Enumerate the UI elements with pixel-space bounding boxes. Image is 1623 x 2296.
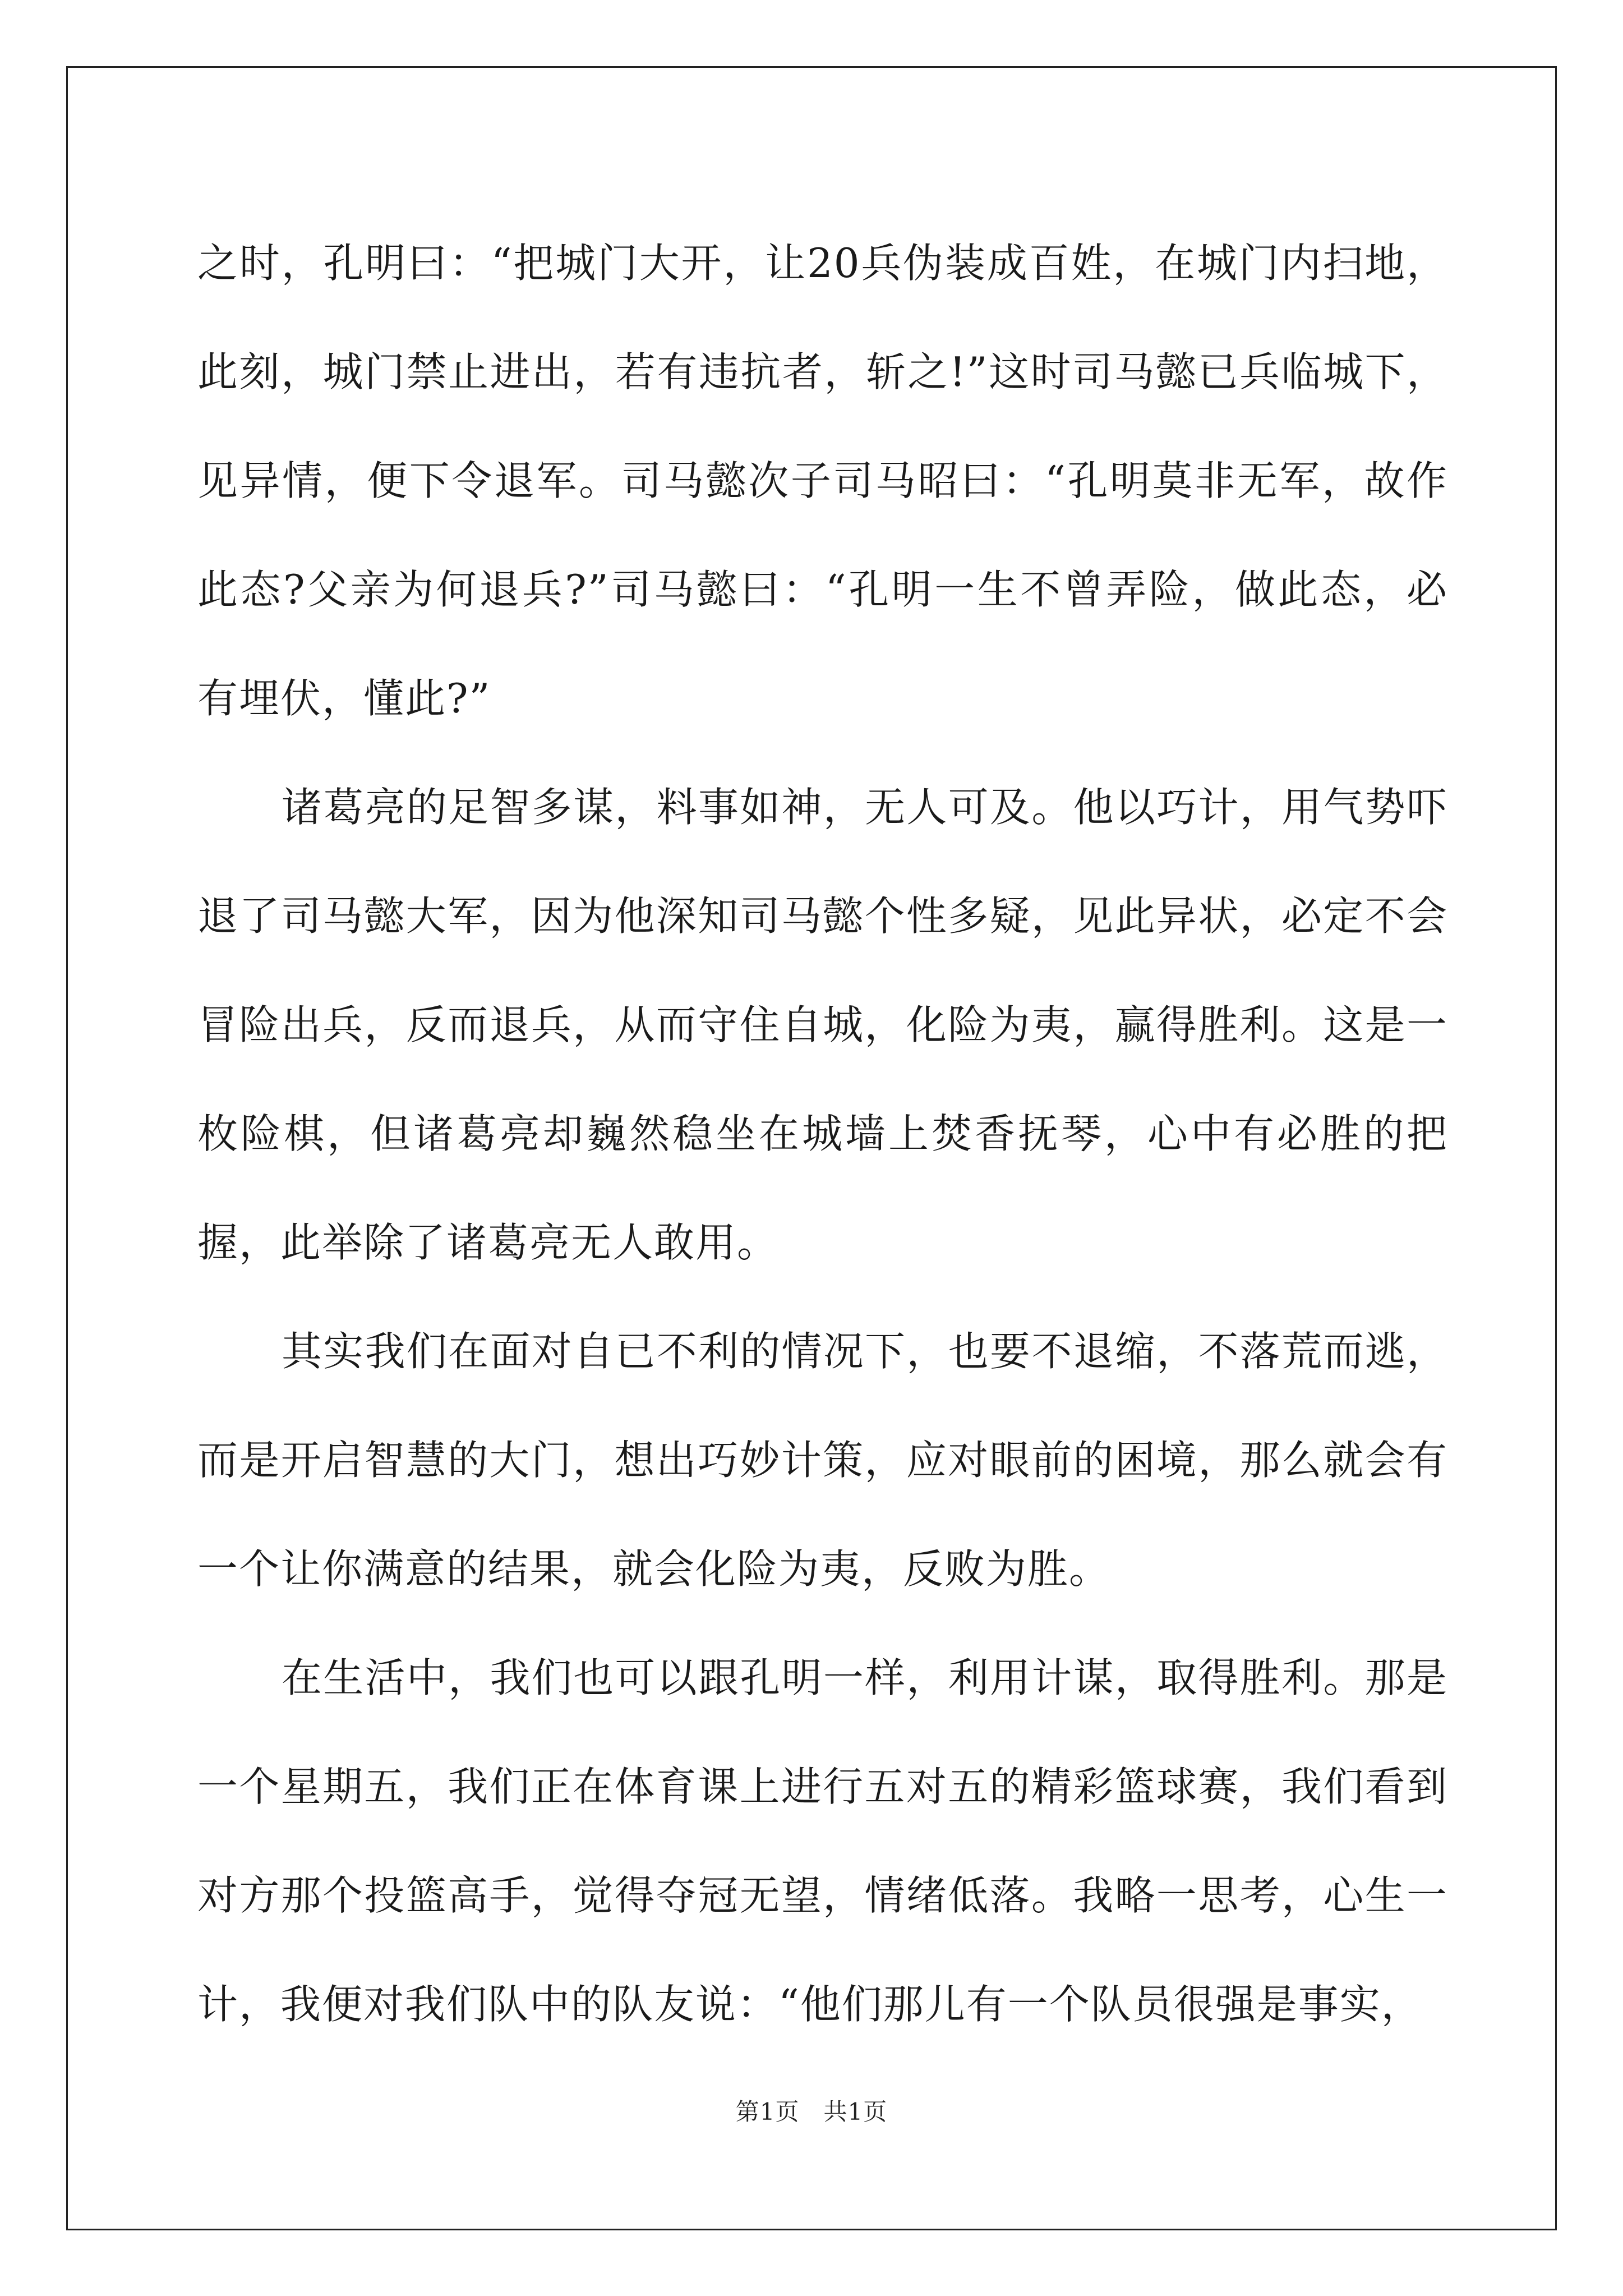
document-body <box>197 209 1448 2059</box>
page-number-footer: 第1页 共1页 <box>735 2098 888 2125</box>
paragraph-3: 其实我们在面对自已不利的情况下，也要不退缩，不落荒而逃，而是开启智慧的大门，想出巧妙计策，应对眼前的困境，那么就会有一个让你满意的结果，就会化险为夷，反败为胜。 <box>197 1328 1448 1593</box>
paragraph-4: 在生活中，我们也可以跟孔明一样，利用计谋，取得胜利。那是一个星期五，我们正在体育课上进行五对五的精彩篮球赛，我们看到对方那个投篮高手，觉得夺冠无望，情绪低落。我略一思考，心生一计，我便对我们队中的队友说：“他们那儿有一个队员很强是事实， <box>197 1654 1448 2028</box>
paragraph-2: 诸葛亮的足智多谋，料事如神，无人可及。他以巧计，用气势吓退了司马懿大军，因为他深知司马懿个性多疑，见此异状，必定不会冒险出兵，反而退兵，从而守住自城，化险为夷，赢得胜利。这是一枚险棋，但诸葛亮却巍然稳坐在城墙上焚香抚琴，心中有必胜的把握，此举除了诸葛亮无人敢用。 <box>197 784 1448 1266</box>
paragraph-1: 之时，孔明曰：“把城门大开，让20兵伪装成百姓，在城门内扫地，此刻，城门禁止进出，若有违抗者，斩之!”这时司马懿已兵临城下，见异情，便下令退军。司马懿次子司马昭曰：“孔明莫非无军，故作此态?父亲为何退兵?”司马懿曰：“孔明一生不曾弄险，做此态，必有埋伏，懂此?” <box>197 240 1448 722</box>
